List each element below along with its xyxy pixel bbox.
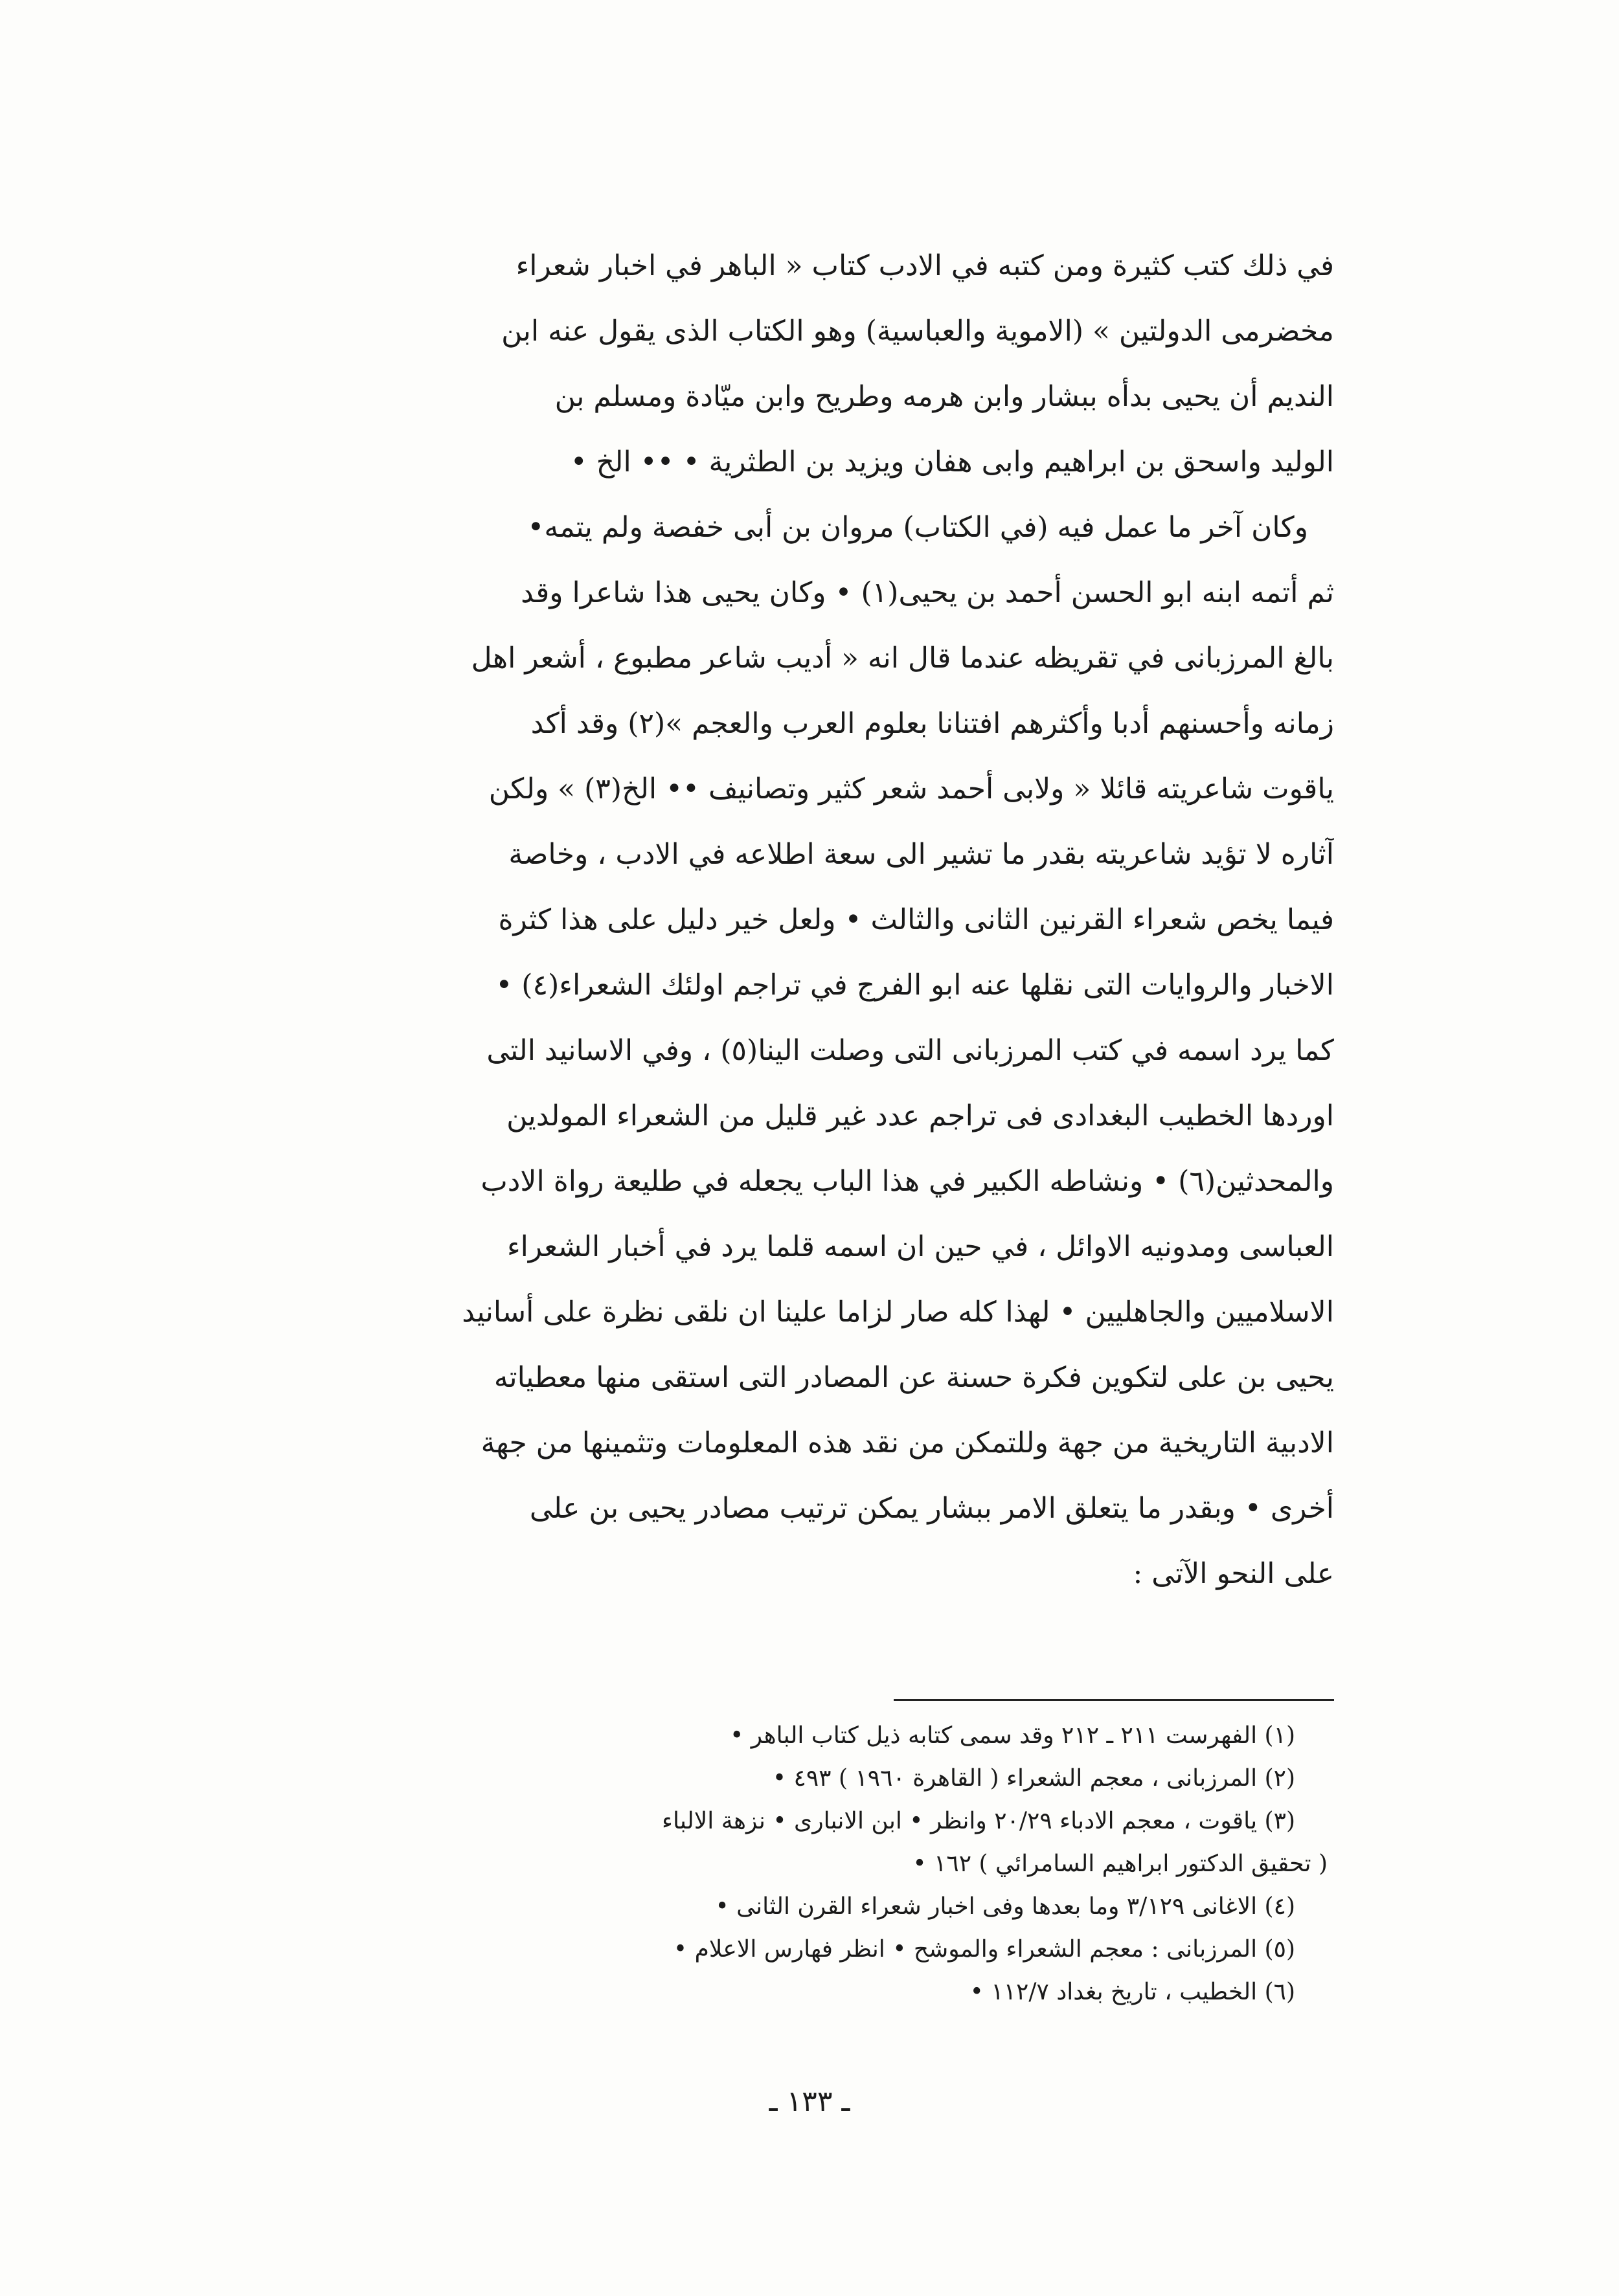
text-line: زمانه وأحسنهم أدبا وأكثرهم افتنانا بعلوم العرب والعجم »(٢) وقد أكد [530,707,1334,740]
text-line: فيما يخص شعراء القرنين الثانى والثالث • ولعل خير دليل على هذا كثرة [498,903,1334,936]
text-line: الاخبار والروايات التى نقلها عنه ابو الفرج في تراجم اولئك الشعراء(٤) • [495,969,1334,1002]
text-line: مخضرمى الدولتين » (الاموية والعباسية) وهو الكتاب الذى يقول عنه ابن [501,315,1334,348]
text-line: وكان آخر ما عمل فيه (في الكتاب) مروان بن أبى خفصة ولم يتمه• [527,511,1308,544]
footnote: (١) الفهرست ٢١١ ـ ٢١٢ وقد سمى كتابه ذيل كتاب الباهر • [730,1722,1295,1749]
text-line: بالغ المرزبانى في تقريظه عندما قال انه « أديب شاعر مطبوع ، أشعر اهل [471,642,1334,675]
text-line: العباسى ومدونيه الاوائل ، في حين ان اسمه قلما يرد في أخبار الشعراء [506,1230,1334,1263]
text-line: على النحو الآتى : [1133,1557,1334,1590]
footnote: (٤) الاغانى ٣/١٢٩ وما بعدها وفى اخبار شعراء القرن الثانى • [715,1893,1295,1920]
text-line: ياقوت شاعريته قائلا « ولابى أحمد شعر كثير وتصانيف •• الخ(٣) » ولكن [488,772,1334,805]
footnotes [272,1715,1334,2014]
text-line: آثاره لا تؤيد شاعريته بقدر ما تشير الى سعة اطلاعه في الادب ، وخاصة [508,838,1334,871]
text-line: في ذلك كتب كثيرة ومن كتبه في الادب كتاب « الباهر في اخبار شعراء [515,249,1334,282]
footnote: (٥) المرزبانى : معجم الشعراء والموشح • انظر فهارس الاعلام • [673,1936,1295,1963]
footnote: (٢) المرزبانى ، معجم الشعراء ( القاهرة ١٩٦٠ ) ٤٩٣ • [772,1765,1295,1792]
text-line: النديم أن يحيى بدأه ببشار وابن هرمه وطريح وابن ميّادة ومسلم بن [554,380,1334,413]
text-line: والمحدثين(٦) • ونشاطه الكبير في هذا الباب يجعله في طليعة رواة الادب [481,1165,1334,1198]
text-line: الاسلاميين والجاهليين • لهذا كله صار لزاما علينا ان نلقى نظرة على أسانيد [462,1296,1334,1329]
text-line: الوليد واسحق بن ابراهيم وابى هفان ويزيد بن الطثرية • •• الخ • [570,445,1334,478]
footnote: (٦) الخطيب ، تاريخ بغداد ١١٢/٧ • [969,1979,1295,2005]
text-line: ثم أتمه ابنه ابو الحسن أحمد بن يحيى(١) • وكان يحيى هذا شاعرا وقد [521,576,1334,609]
text-line: الادبية التاريخية من جهة وللتمكن من نقد هذه المعلومات وتثمينها من جهة [481,1426,1334,1459]
main-text [272,233,1334,1606]
text-line: أخرى • وبقدر ما يتعلق الامر ببشار يمكن ترتيب مصادر يحيى بن على [529,1492,1334,1525]
footnote: (٣) ياقوت ، معجم الادباء ٢٠/٢٩ وانظر • ابن الانبارى • نزهة الالباء [662,1808,1295,1834]
footnote-divider [894,1699,1334,1701]
text-line: يحيى بن على لتكوين فكرة حسنة عن المصادر التى استقى منها معطياته [493,1361,1334,1394]
footnote-continuation: ( تحقيق الدكتور ابراهيم السامرائي ) ١٦٢ • [912,1851,1328,1877]
page-number: ـ ١٣٣ ـ [769,2085,850,2118]
text-line: اوردها الخطيب البغدادى فى تراجم عدد غير قليل من الشعراء المولدين [506,1099,1334,1132]
text-line: كما يرد اسمه في كتب المرزبانى التى وصلت الينا(٥) ، وفي الاسانيد التى [486,1034,1334,1067]
